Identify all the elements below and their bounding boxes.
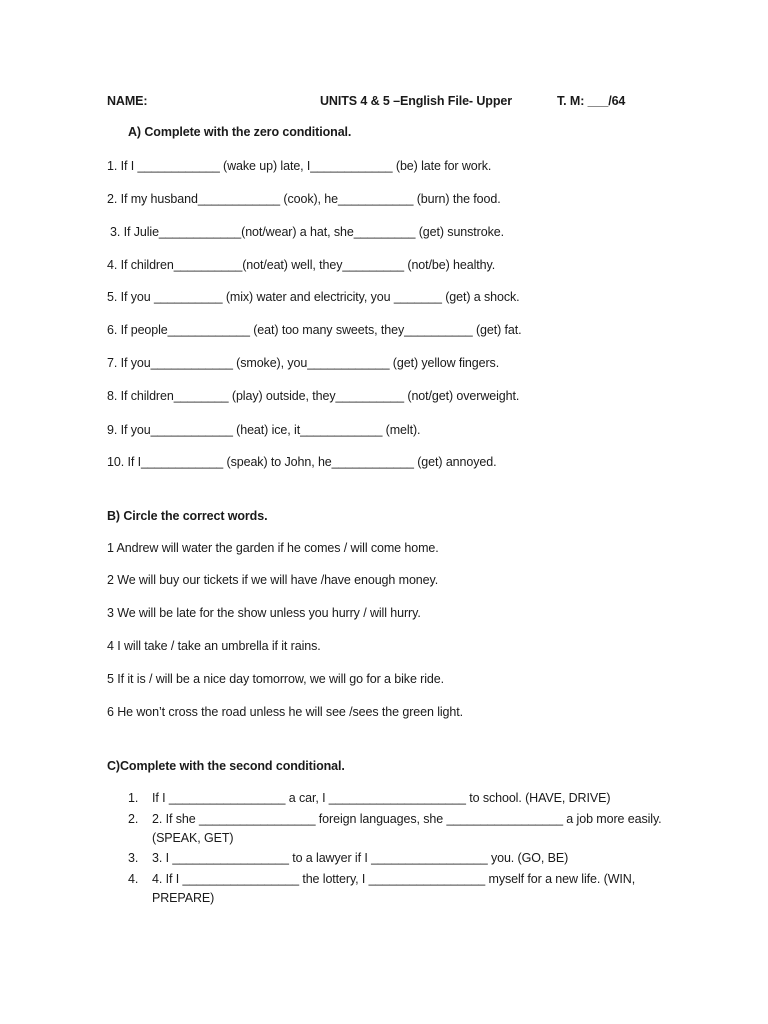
- list-item-text: 4. If I _________________ the lottery, I _________________ myself for a new life. (WIN, PREPARE): [152, 872, 636, 905]
- section-a-item: 8. If children________ (play) outside, they__________ (not/get) overweight.: [107, 389, 520, 403]
- section-a-item: 7. If you____________ (smoke), you____________ (get) yellow fingers.: [107, 356, 500, 370]
- list-number: 1.: [128, 791, 139, 805]
- name-label: NAME:: [107, 94, 148, 108]
- total-marks: T. M: ___/64: [557, 94, 626, 108]
- section-a-item: 5. If you __________ (mix) water and electricity, you _______ (get) a shock.: [107, 290, 520, 304]
- section-a-title: A) Complete with the zero conditional.: [128, 125, 352, 139]
- section-a-item: 9. If you____________ (heat) ice, it____________ (melt).: [107, 423, 421, 437]
- section-a-item: 3. If Julie____________(not/wear) a hat, she_________ (get) sunstroke.: [110, 225, 504, 239]
- section-b-item: 1 Andrew will water the garden if he comes / will come home.: [107, 541, 439, 555]
- section-a-item: 2. If my husband____________ (cook), he___________ (burn) the food.: [107, 192, 501, 206]
- section-a-item: 1. If I ____________ (wake up) late, I____________ (be) late for work.: [107, 159, 492, 173]
- unit-title: UNITS 4 & 5 –English File- Upper: [320, 94, 512, 108]
- section-b-item: 2 We will buy our tickets if we will have /have enough money.: [107, 573, 439, 587]
- section-b-item: 3 We will be late for the show unless you hurry / will hurry.: [107, 606, 421, 620]
- section-a-item: 4. If children__________(not/eat) well, they_________ (not/be) healthy.: [107, 258, 496, 272]
- list-number: 2.: [128, 812, 139, 826]
- section-c-title: C)Complete with the second conditional.: [107, 759, 345, 773]
- list-item-text: 2. If she _________________ foreign languages, she _________________ a job more easily.(SPEAK, GET): [152, 812, 662, 845]
- section-a-item: 6. If people____________ (eat) too many sweets, they__________ (get) fat.: [107, 323, 522, 337]
- section-b-item: 4 I will take / take an umbrella if it rains.: [107, 639, 321, 653]
- section-b-item: 6 He won’t cross the road unless he will see /sees the green light.: [107, 705, 463, 719]
- list-number: 4.: [128, 872, 139, 886]
- list-item-text: If I _________________ a car, I ____________________ to school. (HAVE, DRIVE): [152, 791, 611, 805]
- section-a-item: 10. If I____________ (speak) to John, he____________ (get) annoyed.: [107, 455, 497, 469]
- list-number: 3.: [128, 851, 139, 865]
- section-b-title: B) Circle the correct words.: [107, 509, 268, 523]
- section-b-item: 5 If it is / will be a nice day tomorrow, we will go for a bike ride.: [107, 672, 444, 686]
- list-item-text: 3. I _________________ to a lawyer if I _________________ you. (GO, BE): [152, 851, 569, 865]
